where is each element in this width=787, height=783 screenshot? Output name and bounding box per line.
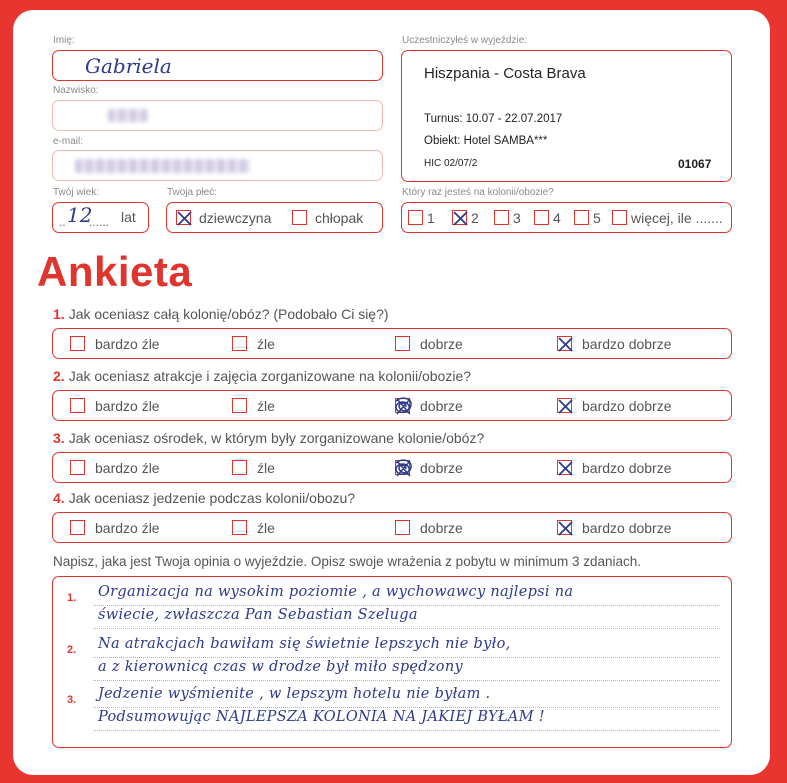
times-option-label: 1	[427, 210, 435, 226]
rating-option-label: bardzo źle	[95, 520, 160, 536]
email-field[interactable]	[52, 150, 383, 181]
age-value: 12	[67, 203, 93, 227]
question-2-checkbox-0[interactable]	[70, 398, 85, 413]
question-2-checkbox-3[interactable]	[557, 398, 572, 413]
question-number: 4.	[53, 490, 65, 506]
trip-destination: Hiszpania - Costa Brava	[424, 65, 586, 82]
rating-option-label: bardzo źle	[95, 398, 160, 414]
last-name-label: Nazwisko:	[53, 85, 99, 96]
survey-title: Ankieta	[37, 248, 193, 295]
question-2-checkbox-1[interactable]	[232, 398, 247, 413]
question-1-checkbox-1[interactable]	[232, 336, 247, 351]
question-1-checkbox-0[interactable]	[70, 336, 85, 351]
question-3-checkbox-1[interactable]	[232, 460, 247, 475]
question-label: Jak oceniasz całą kolonię/obóz? (Podobało Ci się?)	[68, 306, 389, 322]
question-number: 3.	[53, 430, 65, 446]
gender-option-label: chłopak	[315, 210, 364, 226]
opinion-prompt: Napisz, jaka jest Twoja opinia o wyjeździe. Opisz swoje wrażenia z pobytu w minimum 3 zdaniach.	[53, 554, 642, 569]
rating-option-label: dobrze	[420, 398, 463, 414]
question-4-checkbox-3[interactable]	[557, 520, 572, 535]
times-option-label: 3	[513, 210, 521, 226]
question-text	[53, 490, 355, 506]
gender-option-label: dziewczyna	[199, 210, 272, 226]
opinion-handwriting: Na atrakcjach bawiłam się świetnie lepszych nie było,	[98, 636, 511, 652]
opinion-handwriting: Organizacja na wysokim poziomie , a wychowawcy najlepsi na	[98, 584, 574, 600]
times-label: Który raz jesteś na kolonii/obozie?	[402, 187, 554, 198]
times-option-label: 5	[593, 210, 601, 226]
opinion-handwriting: a z kierownicą czas w drodze był miło spędzony	[98, 659, 463, 675]
email-label: e-mail:	[53, 136, 84, 147]
times-checkbox-1[interactable]	[452, 210, 467, 225]
opinion-line-number: 3.	[67, 694, 77, 706]
trip-code: HIC 02/07/2	[424, 158, 478, 169]
times-option-label: 2	[471, 210, 479, 226]
first-name-value: Gabriela	[85, 54, 172, 78]
rating-option-label: bardzo dobrze	[582, 460, 672, 476]
trip-obiekt: Obiekt: Hotel SAMBA***	[424, 135, 548, 147]
writing-line	[93, 657, 720, 658]
rating-option-label: źle	[257, 460, 275, 476]
question-1-checkbox-3[interactable]	[557, 336, 572, 351]
gender-checkbox-1[interactable]	[292, 210, 307, 225]
trip-label: Uczestniczyłeś w wyjeździe:	[402, 35, 528, 46]
rating-option-label: bardzo dobrze	[582, 336, 672, 352]
writing-line	[93, 605, 720, 606]
rating-option-label: źle	[257, 398, 275, 414]
age-field[interactable]: .. 12 ...... lat	[52, 202, 149, 233]
rating-option-label: dobrze	[420, 460, 463, 476]
question-number: 1.	[53, 306, 65, 322]
question-3-checkbox-0[interactable]	[70, 460, 85, 475]
age-label: Twój wiek:	[53, 187, 100, 198]
trip-info-box	[401, 50, 732, 182]
question-label: Jak oceniasz ośrodek, w którym były zorganizowane kolonie/obóz?	[68, 430, 485, 446]
writing-line	[93, 628, 720, 629]
question-text	[53, 368, 471, 384]
rating-option-label: bardzo dobrze	[582, 520, 672, 536]
rating-option-label: bardzo źle	[95, 460, 160, 476]
rating-option-label: bardzo źle	[95, 336, 160, 352]
times-checkbox-3[interactable]	[534, 210, 549, 225]
rating-option-label: źle	[257, 336, 275, 352]
opinion-line-number: 2.	[67, 644, 77, 656]
times-option-label: 4	[553, 210, 561, 226]
rating-option-label: źle	[257, 520, 275, 536]
writing-line	[93, 707, 720, 708]
opinion-line-number: 1.	[67, 592, 77, 604]
times-checkbox-2[interactable]	[494, 210, 509, 225]
rating-option-label: dobrze	[420, 520, 463, 536]
question-2-checkbox-2[interactable]	[395, 398, 410, 413]
last-name-field[interactable]	[52, 100, 383, 131]
question-number: 2.	[53, 368, 65, 384]
times-checkbox-0[interactable]	[408, 210, 423, 225]
question-1-checkbox-2[interactable]	[395, 336, 410, 351]
question-3-checkbox-2[interactable]	[395, 460, 410, 475]
gender-checkbox-0[interactable]	[176, 210, 191, 225]
question-text	[53, 430, 484, 446]
trip-number: 01067	[678, 157, 712, 171]
opinion-handwriting: świecie, zwłaszcza Pan Sebastian Szeluga	[98, 607, 418, 623]
trip-turnus: Turnus: 10.07 - 22.07.2017	[424, 113, 563, 125]
times-checkbox-5[interactable]	[612, 210, 627, 225]
gender-label: Twoja płeć:	[167, 187, 218, 198]
question-text	[53, 306, 389, 322]
question-4-checkbox-0[interactable]	[70, 520, 85, 535]
last-name-redacted	[108, 109, 148, 122]
writing-line	[93, 680, 720, 681]
opinion-handwriting: Podsumowując NAJLEPSZA KOLONIA NA JAKIEJ BYŁAM !	[98, 709, 545, 725]
email-redacted	[75, 159, 250, 173]
age-unit: lat	[121, 209, 136, 225]
first-name-field[interactable]	[52, 50, 383, 81]
first-name-label: Imię:	[53, 35, 75, 46]
writing-line	[93, 730, 720, 731]
times-checkbox-4[interactable]	[574, 210, 589, 225]
question-label: Jak oceniasz jedzenie podczas kolonii/obozu?	[68, 490, 356, 506]
question-label: Jak oceniasz atrakcje i zajęcia zorganizowane na kolonii/obozie?	[68, 368, 472, 384]
question-4-checkbox-1[interactable]	[232, 520, 247, 535]
rating-option-label: dobrze	[420, 336, 463, 352]
question-4-checkbox-2[interactable]	[395, 520, 410, 535]
question-3-checkbox-3[interactable]	[557, 460, 572, 475]
times-option-label: więcej, ile .......	[631, 210, 723, 226]
rating-option-label: bardzo dobrze	[582, 398, 672, 414]
opinion-handwriting: Jedzenie wyśmienite , w lepszym hotelu nie byłam .	[98, 686, 491, 702]
